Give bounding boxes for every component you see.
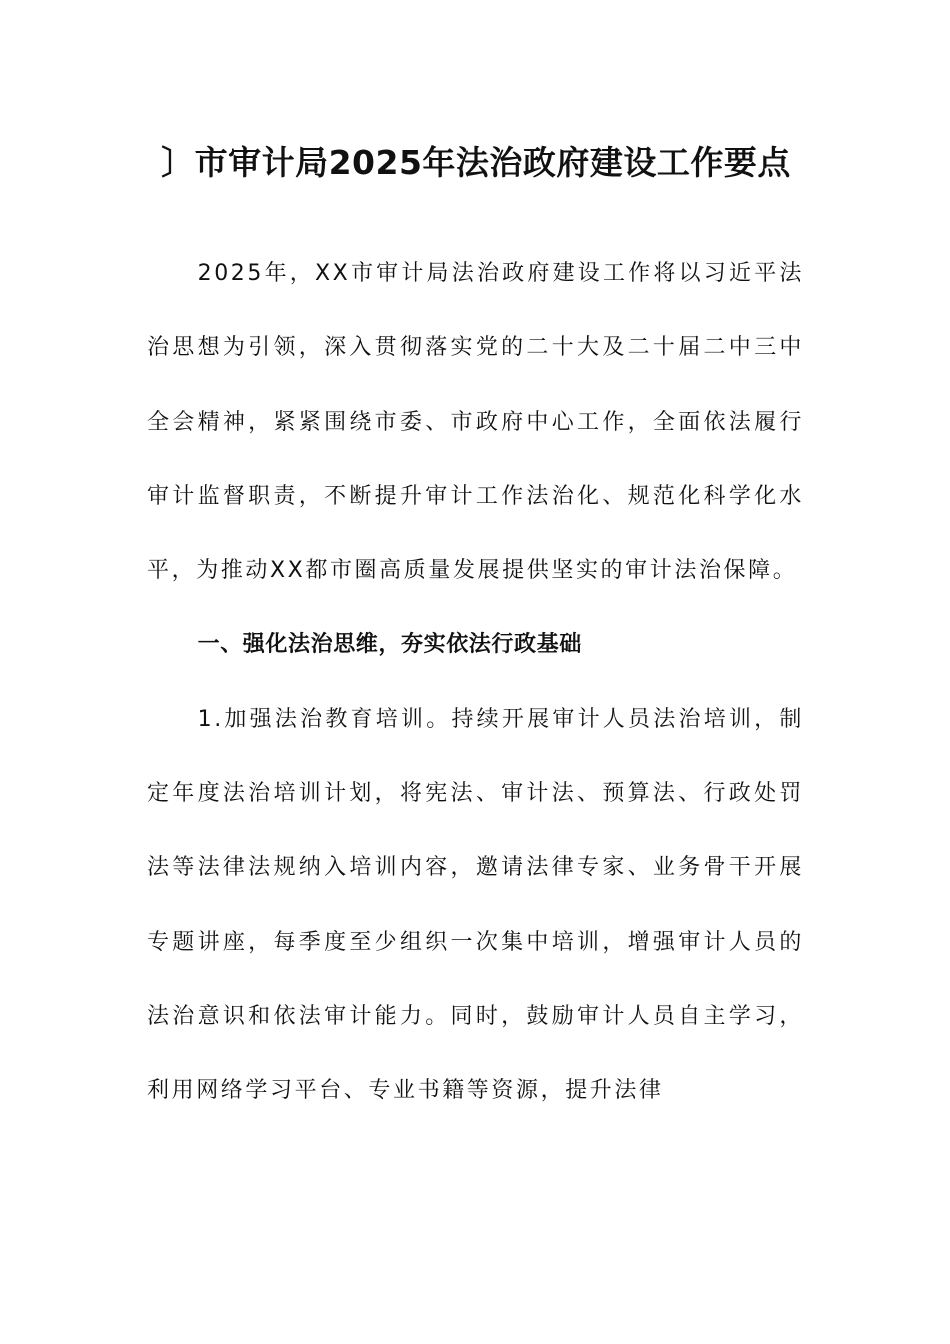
section-heading-1: 一、强化法治思维，夯实依法行政基础 — [197, 632, 582, 658]
intro-paragraph: 2025年，XX市审计局法治政府建设工作将以习近平法治思想为引领，深入贯彻落实党的二十大及二十届二中三中全会精神，紧紧围绕市委、市政府中心工作，全面依法履行审计监督职责，不断提升审计工作法治化、规范化科学化水平，为推动XX都市圈高质量发展提供坚实的审计法治保障。 — [147, 261, 804, 584]
document-body — [147, 237, 804, 1129]
item-paragraph-1: 1.加强法治教育培训。持续开展审计人员法治培训，制定年度法治培训计划，将宪法、审计法、预算法、行政处罚法等法律法规纳入培训内容，邀请法律专家、业务骨干开展专题讲座，每季度至少组织一次集中培训，增强审计人员的法治意识和依法审计能力。同时，鼓励审计人员自主学习，利用网络学习平台、专业书籍等资源，提升法律 — [147, 706, 804, 1104]
document-title: 〕市审计局2025年法治政府建设工作要点 — [161, 143, 791, 182]
